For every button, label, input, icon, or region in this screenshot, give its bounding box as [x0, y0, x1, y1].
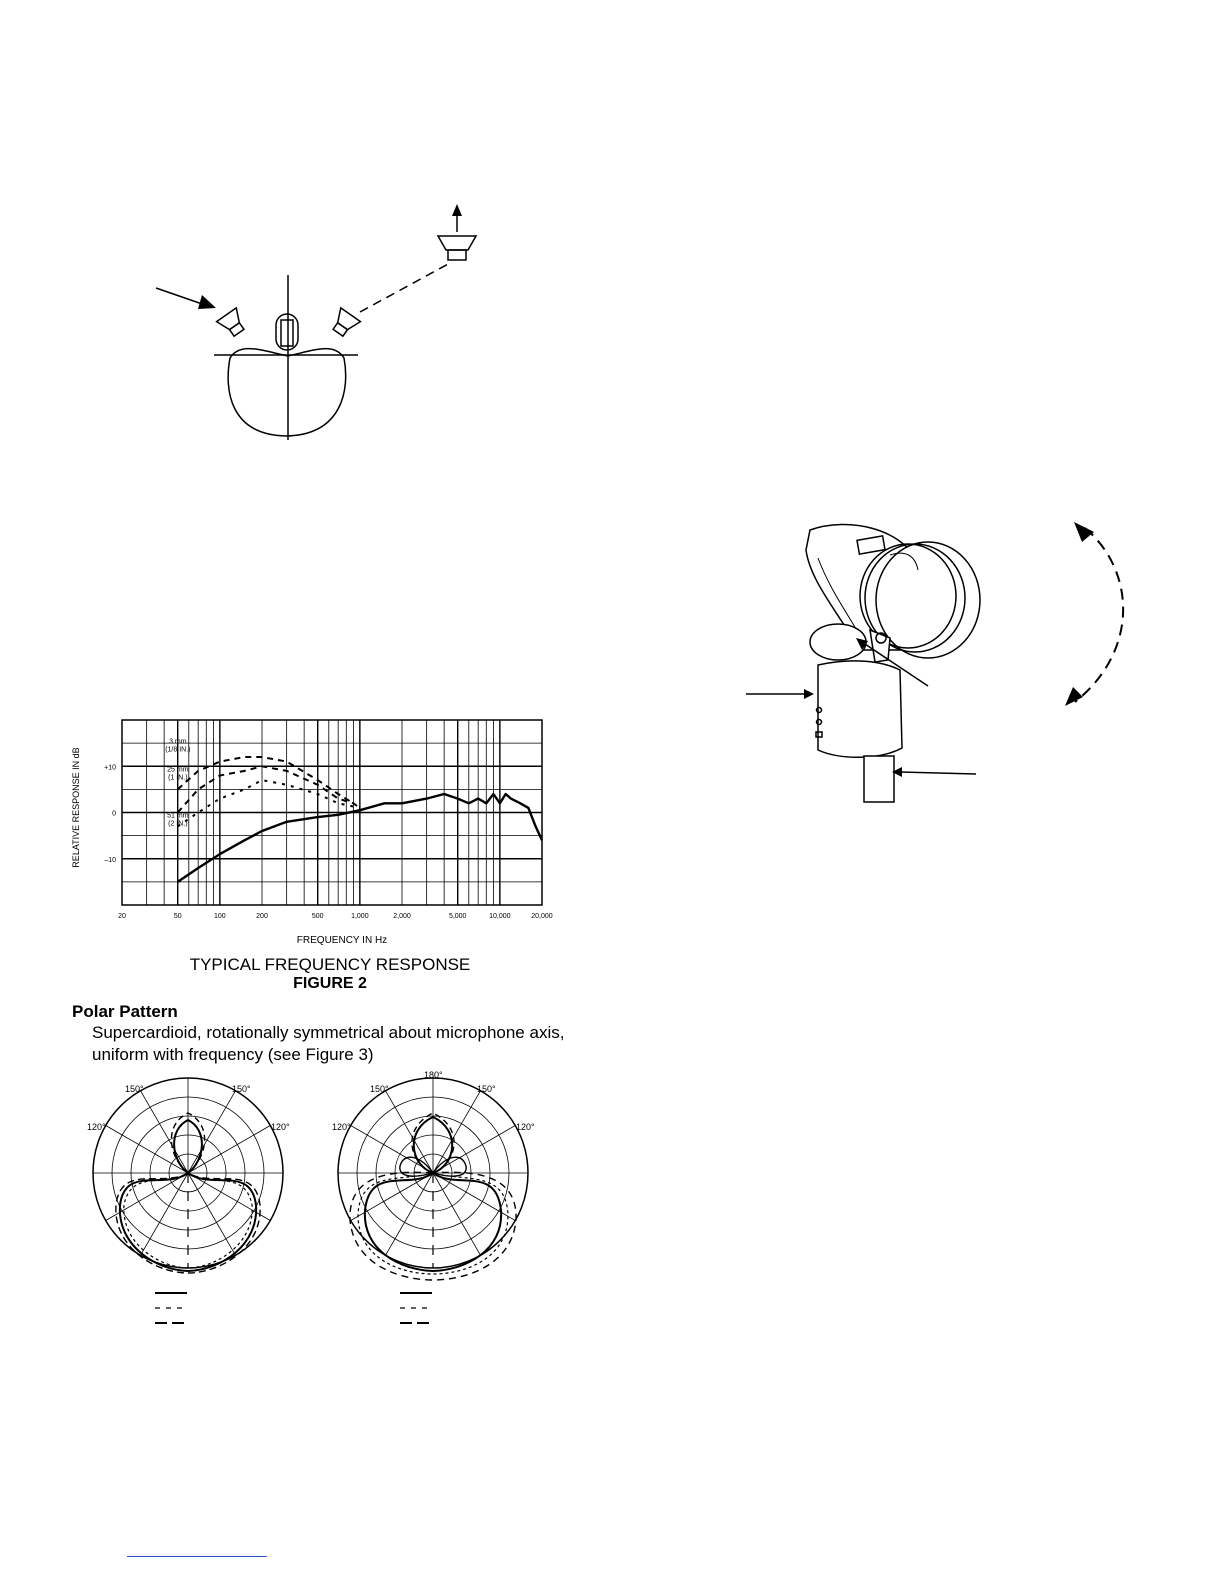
angle-label: 150°: [125, 1084, 144, 1094]
series-label: 51 mm: [167, 812, 189, 820]
angle-label: 120°: [332, 1122, 351, 1132]
y-axis-label: RELATIVE RESPONSE IN dB: [71, 747, 81, 868]
x-tick-label: 20: [118, 913, 126, 920]
x-tick-label: 100: [214, 913, 226, 920]
x-tick-label: 20,000: [531, 913, 553, 920]
x-tick-label: 50: [173, 913, 182, 920]
figure-caption: TYPICAL FREQUENCY RESPONSE: [189, 955, 471, 974]
angle-label: 120°: [516, 1122, 535, 1132]
polar-plot-right: [320, 1070, 550, 1330]
y-tick-label: 0: [112, 810, 116, 818]
x-tick-label: 2,000: [393, 913, 411, 920]
series-label: (1 IN.): [168, 774, 188, 782]
x-tick-label: 5,000: [448, 913, 467, 920]
polar-spoke: [433, 1173, 481, 1255]
polar-spoke: [386, 1091, 434, 1173]
y-tick-label: +10: [104, 764, 116, 772]
series-label: 3 mm: [169, 738, 187, 746]
y-tick-label: –10: [104, 856, 116, 864]
section-title-polar-pattern: Polar Pattern: [72, 1002, 178, 1021]
series-line-2: [178, 780, 360, 826]
angle-label: 150°: [232, 1084, 251, 1094]
polar-plot-left: [75, 1070, 305, 1330]
polar-spoke: [141, 1091, 189, 1173]
x-tick-label: 1,000: [351, 913, 369, 920]
x-tick-label: 10,000: [489, 913, 511, 920]
polar-spoke: [351, 1173, 433, 1221]
figure-label: FIGURE 2: [293, 975, 367, 992]
frequency-response-chart: [60, 715, 580, 945]
polar-spoke: [141, 1173, 189, 1255]
angle-label: 150°: [370, 1084, 389, 1094]
series-label: 25 mm: [167, 766, 189, 774]
polar-spoke: [188, 1173, 236, 1255]
angle-label: 180°: [424, 1070, 443, 1080]
polar-spoke: [433, 1091, 481, 1173]
angle-label: 120°: [87, 1122, 106, 1132]
x-axis-label: FREQUENCY IN Hz: [296, 935, 388, 946]
series-label: (1/8 IN.): [165, 746, 191, 754]
polar-spoke: [188, 1091, 236, 1173]
x-tick-label: 500: [311, 913, 324, 920]
microphone-mount-illustration: [740, 510, 1140, 810]
x-tick-label: 200: [256, 913, 268, 920]
series-label: (2 IN.): [168, 820, 188, 828]
angle-label: 120°: [271, 1122, 290, 1132]
footer-rule: [127, 1556, 267, 1557]
polar-spoke: [386, 1173, 434, 1255]
placement-diagram: [140, 200, 500, 460]
angle-label: 150°: [477, 1084, 496, 1094]
polar-spoke: [433, 1173, 515, 1221]
section-body-polar-pattern: Supercardioid, rotationally symmetrical about microphone axis, uniform with frequency (see Figure 3): [92, 1023, 565, 1064]
